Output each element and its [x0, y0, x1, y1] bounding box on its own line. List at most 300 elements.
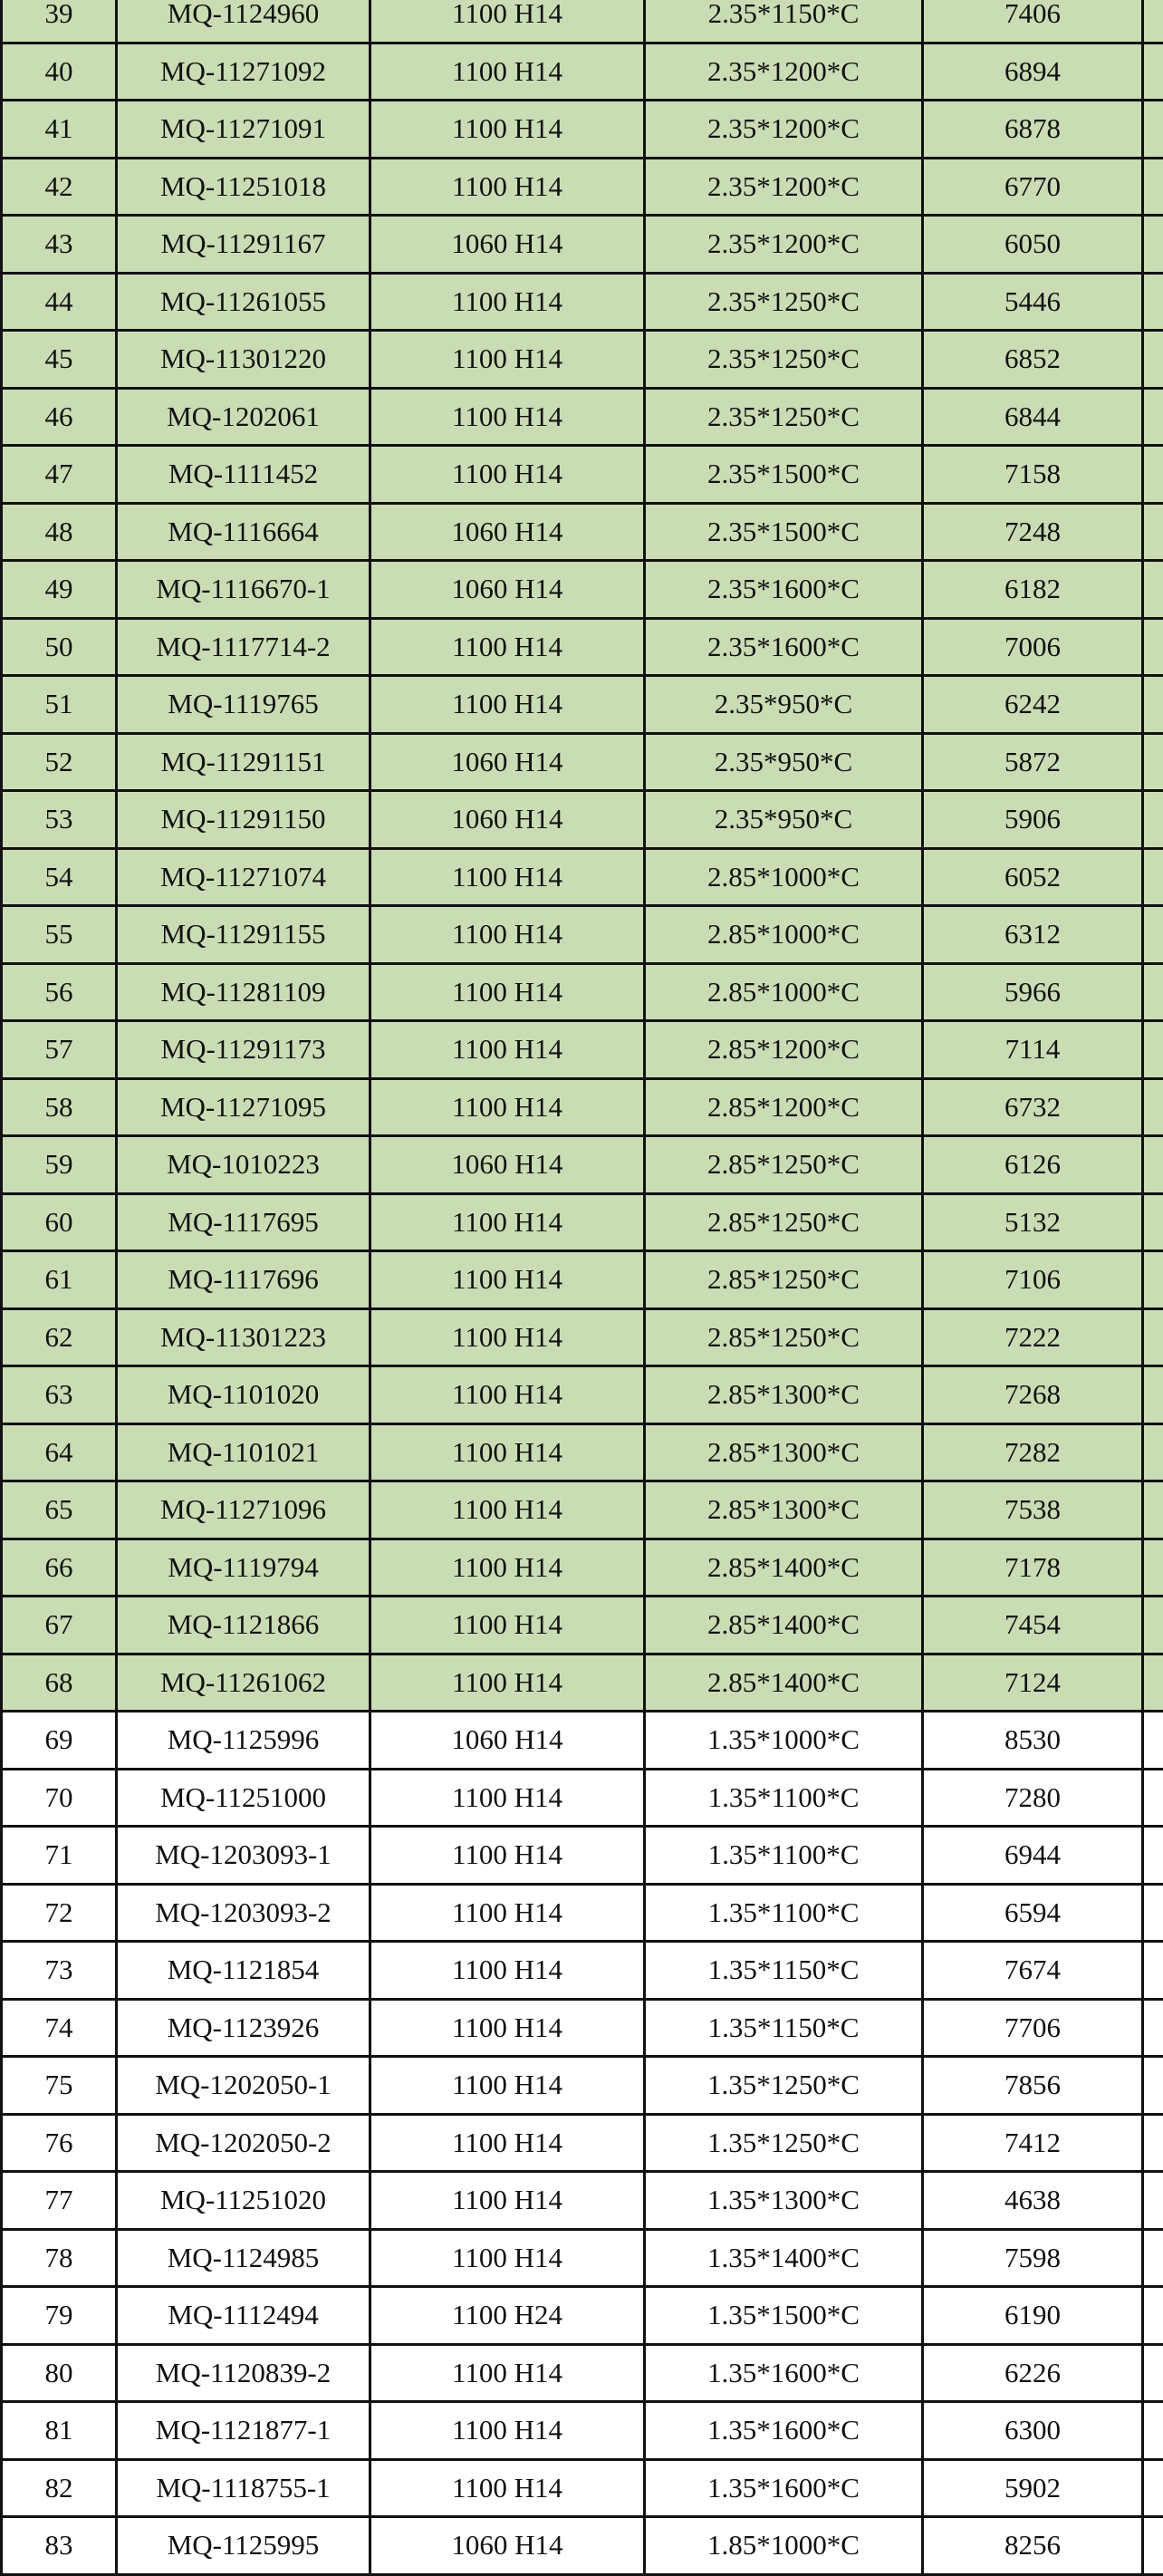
coil-code-cell[interactable]: MQ-1112494	[118, 2288, 371, 2343]
row-number-cell[interactable]: 81	[0, 2403, 118, 2458]
row-number-cell[interactable]: 75	[0, 2058, 118, 2113]
weight-cell[interactable]: 7248	[924, 505, 1144, 560]
spec-cell[interactable]: 1.35*1100*C	[646, 1828, 924, 1883]
coil-code-cell[interactable]: MQ-1116670-1	[118, 562, 371, 617]
table-row	[0, 1482, 1163, 1540]
coil-code-cell[interactable]: MQ-11291155	[118, 907, 371, 962]
extra-column-cell[interactable]	[1144, 620, 1163, 675]
weight-cell[interactable]: 6732	[924, 1080, 1144, 1135]
row-number-cell[interactable]: 64	[0, 1425, 118, 1481]
coil-code-cell[interactable]: MQ-11291173	[118, 1022, 371, 1077]
spec-cell[interactable]: 1.35*1400*C	[646, 2231, 924, 2286]
coil-code-cell[interactable]: MQ-1117695	[118, 1195, 371, 1250]
spec-cell[interactable]: 2.85*1000*C	[646, 850, 924, 905]
extra-column-cell[interactable]	[1144, 2403, 1163, 2458]
spec-cell[interactable]: 2.35*1600*C	[646, 562, 924, 617]
row-number-cell[interactable]: 62	[0, 1310, 118, 1365]
alloy-temper-cell[interactable]: 1100 H14	[371, 1367, 646, 1423]
spec-cell[interactable]: 2.85*1200*C	[646, 1022, 924, 1077]
spec-cell[interactable]: 2.35*1200*C	[646, 159, 924, 215]
coil-code-cell[interactable]: MQ-1111452	[118, 447, 371, 502]
table-row	[0, 1195, 1163, 1253]
spec-cell[interactable]: 2.85*1250*C	[646, 1310, 924, 1365]
table-row	[0, 677, 1163, 735]
alloy-temper-cell[interactable]: 1100 H14	[371, 1540, 646, 1596]
spec-cell[interactable]: 1.35*1500*C	[646, 2288, 924, 2343]
extra-column-cell[interactable]	[1144, 1425, 1163, 1481]
extra-column-cell[interactable]	[1144, 1713, 1163, 1768]
coil-code-cell[interactable]: MQ-11271095	[118, 1080, 371, 1135]
extra-column-cell[interactable]	[1144, 44, 1163, 100]
row-number-cell[interactable]: 77	[0, 2173, 118, 2228]
table-row	[0, 1597, 1163, 1655]
table-row	[0, 2518, 1163, 2576]
extra-column-cell[interactable]	[1144, 792, 1163, 847]
spec-cell[interactable]: 1.35*1250*C	[646, 2058, 924, 2113]
spec-cell[interactable]: 2.35*1500*C	[646, 447, 924, 502]
weight-cell[interactable]: 6300	[924, 2403, 1144, 2458]
extra-column-cell[interactable]	[1144, 1367, 1163, 1423]
row-number-cell[interactable]: 49	[0, 562, 118, 617]
alloy-temper-cell[interactable]: 1100 H14	[371, 44, 646, 100]
extra-column-cell[interactable]	[1144, 1195, 1163, 1250]
row-number-cell[interactable]: 47	[0, 447, 118, 502]
alloy-temper-cell[interactable]: 1100 H14	[371, 1252, 646, 1307]
table-row	[0, 2173, 1163, 2231]
row-number-cell[interactable]: 52	[0, 735, 118, 790]
extra-column-cell[interactable]	[1144, 735, 1163, 790]
table-row	[0, 1655, 1163, 1713]
extra-column-cell[interactable]	[1144, 332, 1163, 387]
alloy-temper-cell[interactable]: 1100 H14	[371, 1597, 646, 1653]
spec-cell[interactable]: 2.35*950*C	[646, 792, 924, 847]
alloy-temper-cell[interactable]: 1060 H14	[371, 1713, 646, 1768]
alloy-temper-cell[interactable]: 1100 H14	[371, 1943, 646, 1998]
spec-cell[interactable]: 2.85*1200*C	[646, 1080, 924, 1135]
alloy-temper-cell[interactable]: 1060 H14	[371, 505, 646, 560]
spec-cell[interactable]: 1.85*1000*C	[646, 2518, 924, 2573]
coil-code-cell[interactable]: MQ-11271074	[118, 850, 371, 905]
alloy-temper-cell[interactable]: 1100 H14	[371, 2403, 646, 2458]
extra-column-cell[interactable]	[1144, 505, 1163, 560]
table-row	[0, 2403, 1163, 2461]
alloy-temper-cell[interactable]: 1100 H14	[371, 620, 646, 675]
spec-cell[interactable]: 2.85*1300*C	[646, 1482, 924, 1538]
weight-cell[interactable]: 6944	[924, 1828, 1144, 1883]
alloy-temper-cell[interactable]: 1060 H14	[371, 562, 646, 617]
row-number-cell[interactable]: 67	[0, 1597, 118, 1653]
weight-cell[interactable]: 4638	[924, 2173, 1144, 2228]
table-row	[0, 2116, 1163, 2174]
coil-code-cell[interactable]: MQ-11291167	[118, 217, 371, 272]
row-number-cell[interactable]: 50	[0, 620, 118, 675]
alloy-temper-cell[interactable]: 1100 H14	[371, 390, 646, 445]
alloy-temper-cell[interactable]: 1100 H14	[371, 850, 646, 905]
spec-cell[interactable]: 2.85*1400*C	[646, 1655, 924, 1711]
weight-cell[interactable]: 6312	[924, 907, 1144, 962]
weight-cell[interactable]: 7282	[924, 1425, 1144, 1481]
weight-cell[interactable]: 7222	[924, 1310, 1144, 1365]
coil-code-cell[interactable]: MQ-1120839-2	[118, 2346, 371, 2401]
row-number-cell[interactable]: 51	[0, 677, 118, 732]
extra-column-cell[interactable]	[1144, 390, 1163, 445]
extra-column-cell[interactable]	[1144, 1943, 1163, 1998]
table-row	[0, 1886, 1163, 1944]
alloy-temper-cell[interactable]: 1100 H14	[371, 447, 646, 502]
spec-cell[interactable]: 2.35*1500*C	[646, 505, 924, 560]
weight-cell[interactable]: 7280	[924, 1770, 1144, 1826]
row-number-cell[interactable]: 43	[0, 217, 118, 272]
spec-cell[interactable]: 2.85*1400*C	[646, 1540, 924, 1596]
spec-cell[interactable]: 1.35*1100*C	[646, 1770, 924, 1826]
extra-column-cell[interactable]	[1144, 1252, 1163, 1307]
alloy-temper-cell[interactable]: 1100 H14	[371, 2116, 646, 2171]
row-number-cell[interactable]: 68	[0, 1655, 118, 1711]
table-row	[0, 447, 1163, 505]
extra-column-cell[interactable]	[1144, 1597, 1163, 1653]
table-row	[0, 2058, 1163, 2116]
coil-code-cell[interactable]: MQ-11301223	[118, 1310, 371, 1365]
spec-cell[interactable]: 2.35*1250*C	[646, 332, 924, 387]
extra-column-cell[interactable]	[1144, 1770, 1163, 1826]
row-number-cell[interactable]: 57	[0, 1022, 118, 1077]
row-number-cell[interactable]: 82	[0, 2461, 118, 2516]
table-row	[0, 792, 1163, 850]
alloy-temper-cell[interactable]: 1100 H14	[371, 332, 646, 387]
extra-column-cell[interactable]	[1144, 159, 1163, 215]
weight-cell[interactable]: 7106	[924, 1252, 1144, 1307]
weight-cell[interactable]: 6126	[924, 1137, 1144, 1192]
table-row	[0, 850, 1163, 908]
coil-code-cell[interactable]: MQ-11251000	[118, 1770, 371, 1826]
row-number-cell[interactable]: 60	[0, 1195, 118, 1250]
extra-column-cell[interactable]	[1144, 101, 1163, 157]
weight-cell[interactable]: 8256	[924, 2518, 1144, 2573]
extra-column-cell[interactable]	[1144, 2288, 1163, 2343]
spec-cell[interactable]: 2.35*1250*C	[646, 390, 924, 445]
table-row	[0, 332, 1163, 390]
alloy-temper-cell[interactable]: 1100 H14	[371, 2173, 646, 2228]
weight-cell[interactable]: 7178	[924, 1540, 1144, 1596]
weight-cell[interactable]: 6226	[924, 2346, 1144, 2401]
coil-code-cell[interactable]: MQ-1119765	[118, 677, 371, 732]
extra-column-cell[interactable]	[1144, 677, 1163, 732]
table-row	[0, 1252, 1163, 1310]
alloy-temper-cell[interactable]: 1100 H24	[371, 2288, 646, 2343]
coil-code-cell[interactable]: MQ-1121854	[118, 1943, 371, 1998]
weight-cell[interactable]: 6052	[924, 850, 1144, 905]
spec-cell[interactable]: 1.35*1300*C	[646, 2173, 924, 2228]
table-row	[0, 1828, 1163, 1886]
spec-cell[interactable]: 2.85*1000*C	[646, 965, 924, 1020]
alloy-temper-cell[interactable]: 1100 H14	[371, 1310, 646, 1365]
alloy-temper-cell[interactable]: 1100 H14	[371, 1770, 646, 1826]
weight-cell[interactable]: 5872	[924, 735, 1144, 790]
coil-code-cell[interactable]: MQ-11281109	[118, 965, 371, 1020]
extra-column-cell[interactable]	[1144, 2001, 1163, 2056]
spec-cell[interactable]: 1.35*1150*C	[646, 1943, 924, 1998]
extra-column-cell[interactable]	[1144, 217, 1163, 272]
table-row	[0, 562, 1163, 620]
spec-cell[interactable]: 2.35*950*C	[646, 677, 924, 732]
table-row	[0, 965, 1163, 1023]
extra-column-cell[interactable]	[1144, 1655, 1163, 1711]
alloy-temper-cell[interactable]: 1100 H14	[371, 2461, 646, 2516]
row-number-cell[interactable]: 58	[0, 1080, 118, 1135]
alloy-temper-cell[interactable]: 1060 H14	[371, 792, 646, 847]
alloy-temper-cell[interactable]: 1100 H14	[371, 275, 646, 330]
coil-code-cell[interactable]: MQ-1124960	[118, 0, 371, 42]
coil-code-cell[interactable]: MQ-11261062	[118, 1655, 371, 1711]
table-row	[0, 0, 1163, 44]
extra-column-cell[interactable]	[1144, 1540, 1163, 1596]
row-number-cell[interactable]: 73	[0, 1943, 118, 1998]
alloy-temper-cell[interactable]: 1100 H14	[371, 0, 646, 42]
extra-column-cell[interactable]	[1144, 2116, 1163, 2171]
alloy-temper-cell[interactable]: 1100 H14	[371, 2231, 646, 2286]
weight-cell[interactable]: 5446	[924, 275, 1144, 330]
weight-cell[interactable]: 7856	[924, 2058, 1144, 2113]
coil-code-cell[interactable]: MQ-1203093-2	[118, 1886, 371, 1941]
weight-cell[interactable]: 7124	[924, 1655, 1144, 1711]
extra-column-cell[interactable]	[1144, 0, 1163, 42]
alloy-temper-cell[interactable]: 1100 H14	[371, 101, 646, 157]
spec-cell[interactable]: 1.35*1000*C	[646, 1713, 924, 1768]
table-row	[0, 1080, 1163, 1138]
table-row	[0, 1713, 1163, 1770]
row-number-cell[interactable]: 42	[0, 159, 118, 215]
alloy-temper-cell[interactable]: 1100 H14	[371, 1655, 646, 1711]
alloy-temper-cell[interactable]: 1100 H14	[371, 965, 646, 1020]
weight-cell[interactable]: 7598	[924, 2231, 1144, 2286]
row-number-cell[interactable]: 72	[0, 1886, 118, 1941]
coil-code-cell[interactable]: MQ-11291151	[118, 735, 371, 790]
extra-column-cell[interactable]	[1144, 562, 1163, 617]
coil-code-cell[interactable]: MQ-11251020	[118, 2173, 371, 2228]
alloy-temper-cell[interactable]: 1060 H14	[371, 1137, 646, 1192]
spec-cell[interactable]: 2.85*1400*C	[646, 1597, 924, 1653]
row-number-cell[interactable]: 66	[0, 1540, 118, 1596]
row-number-cell[interactable]: 44	[0, 275, 118, 330]
extra-column-cell[interactable]	[1144, 1137, 1163, 1192]
alloy-temper-cell[interactable]: 1100 H14	[371, 2001, 646, 2056]
spec-cell[interactable]: 2.85*1250*C	[646, 1252, 924, 1307]
extra-column-cell[interactable]	[1144, 1080, 1163, 1135]
weight-cell[interactable]: 6594	[924, 1886, 1144, 1941]
coil-code-cell[interactable]: MQ-1202050-1	[118, 2058, 371, 2113]
table-row	[0, 505, 1163, 563]
alloy-temper-cell[interactable]: 1100 H14	[371, 907, 646, 962]
spec-cell[interactable]: 2.85*1000*C	[646, 907, 924, 962]
coil-code-cell[interactable]: MQ-1124985	[118, 2231, 371, 2286]
spec-cell[interactable]: 2.35*1200*C	[646, 101, 924, 157]
row-number-cell[interactable]: 46	[0, 390, 118, 445]
alloy-temper-cell[interactable]: 1060 H14	[371, 2518, 646, 2573]
weight-cell[interactable]: 5966	[924, 965, 1144, 1020]
table-row	[0, 2346, 1163, 2404]
spec-cell[interactable]: 2.35*1250*C	[646, 275, 924, 330]
extra-column-cell[interactable]	[1144, 2518, 1163, 2573]
weight-cell[interactable]: 6878	[924, 101, 1144, 157]
coil-code-cell[interactable]: MQ-1101021	[118, 1425, 371, 1481]
extra-column-cell[interactable]	[1144, 2058, 1163, 2113]
weight-cell[interactable]: 6182	[924, 562, 1144, 617]
row-number-cell[interactable]: 54	[0, 850, 118, 905]
coil-code-cell[interactable]: MQ-1101020	[118, 1367, 371, 1423]
weight-cell[interactable]: 7268	[924, 1367, 1144, 1423]
extra-column-cell[interactable]	[1144, 2461, 1163, 2516]
coil-code-cell[interactable]: MQ-1121866	[118, 1597, 371, 1653]
extra-column-cell[interactable]	[1144, 1022, 1163, 1077]
row-number-cell[interactable]: 78	[0, 2231, 118, 2286]
row-number-cell[interactable]: 71	[0, 1828, 118, 1883]
extra-column-cell[interactable]	[1144, 275, 1163, 330]
spec-cell[interactable]: 1.35*1250*C	[646, 2116, 924, 2171]
alloy-temper-cell[interactable]: 1100 H14	[371, 159, 646, 215]
weight-cell[interactable]: 6770	[924, 159, 1144, 215]
spec-cell[interactable]: 2.85*1300*C	[646, 1425, 924, 1481]
coil-code-cell[interactable]: MQ-1010223	[118, 1137, 371, 1192]
coil-code-cell[interactable]: MQ-1116664	[118, 505, 371, 560]
extra-column-cell[interactable]	[1144, 1482, 1163, 1538]
table-row	[0, 1540, 1163, 1598]
table-row	[0, 390, 1163, 448]
extra-column-cell[interactable]	[1144, 2231, 1163, 2286]
alloy-temper-cell[interactable]: 1100 H14	[371, 677, 646, 732]
coil-code-cell[interactable]: MQ-1125995	[118, 2518, 371, 2573]
table-row	[0, 1425, 1163, 1483]
alloy-temper-cell[interactable]: 1100 H14	[371, 1425, 646, 1481]
coil-code-cell[interactable]: MQ-11271092	[118, 44, 371, 100]
row-number-cell[interactable]: 74	[0, 2001, 118, 2056]
coil-code-cell[interactable]: MQ-1117714-2	[118, 620, 371, 675]
weight-cell[interactable]: 7538	[924, 1482, 1144, 1538]
table-row	[0, 907, 1163, 965]
spec-cell[interactable]: 1.35*1150*C	[646, 2001, 924, 2056]
weight-cell[interactable]: 5132	[924, 1195, 1144, 1250]
weight-cell[interactable]: 6242	[924, 677, 1144, 732]
spec-cell[interactable]: 2.35*950*C	[646, 735, 924, 790]
weight-cell[interactable]: 7006	[924, 620, 1144, 675]
alloy-temper-cell[interactable]: 1100 H14	[371, 1195, 646, 1250]
weight-cell[interactable]: 7114	[924, 1022, 1144, 1077]
row-number-cell[interactable]: 76	[0, 2116, 118, 2171]
alloy-temper-cell[interactable]: 1100 H14	[371, 2058, 646, 2113]
row-number-cell[interactable]: 56	[0, 965, 118, 1020]
extra-column-cell[interactable]	[1144, 2173, 1163, 2228]
alloy-temper-cell[interactable]: 1100 H14	[371, 1886, 646, 1941]
coil-code-cell[interactable]: MQ-1202061	[118, 390, 371, 445]
coil-code-cell[interactable]: MQ-1121877-1	[118, 2403, 371, 2458]
weight-cell[interactable]: 7406	[924, 0, 1144, 42]
coil-code-cell[interactable]: MQ-11251018	[118, 159, 371, 215]
row-number-cell[interactable]: 59	[0, 1137, 118, 1192]
spec-cell[interactable]: 2.35*1200*C	[646, 44, 924, 100]
row-number-cell[interactable]: 65	[0, 1482, 118, 1538]
spec-cell[interactable]: 2.85*1250*C	[646, 1137, 924, 1192]
spec-cell[interactable]: 2.35*1600*C	[646, 620, 924, 675]
weight-cell[interactable]: 7412	[924, 2116, 1144, 2171]
coil-code-cell[interactable]: MQ-1123926	[118, 2001, 371, 2056]
extra-column-cell[interactable]	[1144, 2346, 1163, 2401]
extra-column-cell[interactable]	[1144, 965, 1163, 1020]
coil-code-cell[interactable]: MQ-11301220	[118, 332, 371, 387]
row-number-cell[interactable]: 41	[0, 101, 118, 157]
coil-code-cell[interactable]: MQ-1125996	[118, 1713, 371, 1768]
spec-cell[interactable]: 1.35*1600*C	[646, 2461, 924, 2516]
coil-code-cell[interactable]: MQ-1117696	[118, 1252, 371, 1307]
weight-cell[interactable]: 6844	[924, 390, 1144, 445]
extra-column-cell[interactable]	[1144, 1886, 1163, 1941]
weight-cell[interactable]: 5902	[924, 2461, 1144, 2516]
spec-cell[interactable]: 2.35*1200*C	[646, 217, 924, 272]
extra-column-cell[interactable]	[1144, 447, 1163, 502]
spec-cell[interactable]: 2.85*1250*C	[646, 1195, 924, 1250]
alloy-temper-cell[interactable]: 1100 H14	[371, 1482, 646, 1538]
weight-cell[interactable]: 8530	[924, 1713, 1144, 1768]
row-number-cell[interactable]: 45	[0, 332, 118, 387]
table-row	[0, 101, 1163, 159]
coil-code-cell[interactable]: MQ-11261055	[118, 275, 371, 330]
weight-cell[interactable]: 7158	[924, 447, 1144, 502]
coil-code-cell[interactable]: MQ-1202050-2	[118, 2116, 371, 2171]
weight-cell[interactable]: 6894	[924, 44, 1144, 100]
extra-column-cell[interactable]	[1144, 1310, 1163, 1365]
weight-cell[interactable]: 6050	[924, 217, 1144, 272]
coil-code-cell[interactable]: MQ-1203093-1	[118, 1828, 371, 1883]
row-number-cell[interactable]: 79	[0, 2288, 118, 2343]
spec-cell[interactable]: 2.35*1150*C	[646, 0, 924, 42]
alloy-temper-cell[interactable]: 1100 H14	[371, 1080, 646, 1135]
table-row	[0, 2461, 1163, 2519]
row-number-cell[interactable]: 83	[0, 2518, 118, 2573]
row-number-cell[interactable]: 40	[0, 44, 118, 100]
extra-column-cell[interactable]	[1144, 850, 1163, 905]
row-number-cell[interactable]: 80	[0, 2346, 118, 2401]
alloy-temper-cell[interactable]: 1060 H14	[371, 735, 646, 790]
alloy-temper-cell[interactable]: 1100 H14	[371, 1022, 646, 1077]
coil-code-cell[interactable]: MQ-11291150	[118, 792, 371, 847]
spec-cell[interactable]: 1.35*1600*C	[646, 2403, 924, 2458]
weight-cell[interactable]: 7454	[924, 1597, 1144, 1653]
coil-code-cell[interactable]: MQ-11271091	[118, 101, 371, 157]
coil-code-cell[interactable]: MQ-1119794	[118, 1540, 371, 1596]
weight-cell[interactable]: 5906	[924, 792, 1144, 847]
weight-cell[interactable]: 7706	[924, 2001, 1144, 2056]
row-number-cell[interactable]: 69	[0, 1713, 118, 1768]
extra-column-cell[interactable]	[1144, 1828, 1163, 1883]
row-number-cell[interactable]: 70	[0, 1770, 118, 1826]
alloy-temper-cell[interactable]: 1100 H14	[371, 2346, 646, 2401]
weight-cell[interactable]: 6852	[924, 332, 1144, 387]
coil-code-cell[interactable]: MQ-11271096	[118, 1482, 371, 1538]
row-number-cell[interactable]: 61	[0, 1252, 118, 1307]
coil-code-cell[interactable]: MQ-1118755-1	[118, 2461, 371, 2516]
alloy-temper-cell[interactable]: 1100 H14	[371, 1828, 646, 1883]
spec-cell[interactable]: 1.35*1100*C	[646, 1886, 924, 1941]
weight-cell[interactable]: 6190	[924, 2288, 1144, 2343]
row-number-cell[interactable]: 63	[0, 1367, 118, 1423]
row-number-cell[interactable]: 53	[0, 792, 118, 847]
extra-column-cell[interactable]	[1144, 907, 1163, 962]
spec-cell[interactable]: 1.35*1600*C	[646, 2346, 924, 2401]
row-number-cell[interactable]: 48	[0, 505, 118, 560]
spec-cell[interactable]: 2.85*1300*C	[646, 1367, 924, 1423]
row-number-cell[interactable]: 39	[0, 0, 118, 42]
row-number-cell[interactable]: 55	[0, 907, 118, 962]
weight-cell[interactable]: 7674	[924, 1943, 1144, 1998]
alloy-temper-cell[interactable]: 1060 H14	[371, 217, 646, 272]
